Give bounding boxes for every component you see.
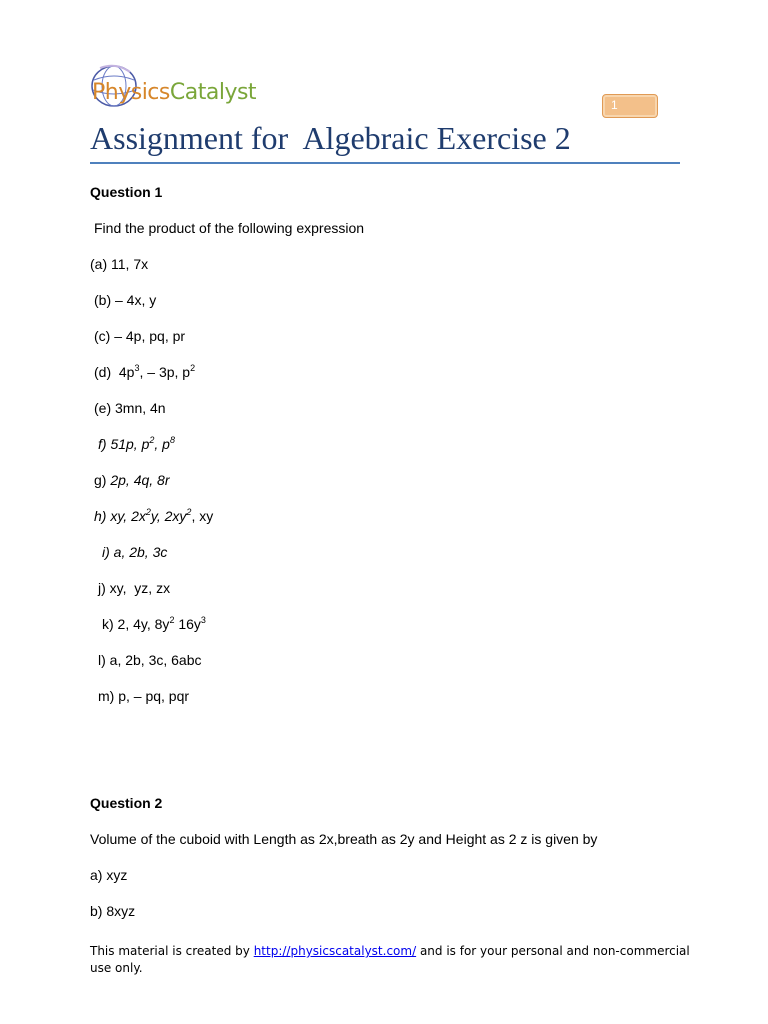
q2-item-b: b) 8xyz	[90, 903, 136, 919]
q1-item-j: j) xy, yz, zx	[98, 580, 171, 596]
q1-item-b: (b) – 4x, y	[94, 292, 157, 308]
q1-item-f	[98, 436, 175, 452]
title-divider	[90, 162, 680, 164]
logo-text-physics: Physics	[92, 80, 170, 105]
q1-item-c: (c) – 4p, pq, pr	[94, 328, 186, 344]
question-1-prompt: Find the product of the following expression	[94, 220, 365, 236]
logo-text	[92, 80, 256, 105]
question-2-heading: Question 2	[90, 795, 163, 811]
question-1-heading: Question 1	[90, 184, 163, 200]
footer-text-before: This material is created by	[90, 944, 254, 958]
q1-f-text-1: f) 51p, p	[98, 436, 150, 452]
q1-k-sup-1: 2	[169, 615, 175, 625]
q1-f-text-2: , p	[154, 436, 170, 452]
page-number-badge	[602, 94, 658, 118]
q1-k-sup-2: 3	[200, 615, 206, 625]
q1-k-text-2: 16y	[174, 616, 201, 632]
q1-g-label: g)	[94, 472, 111, 488]
q1-h-text-3: , xy	[191, 508, 214, 524]
physicscatalyst-logo	[86, 60, 266, 116]
q1-d-sup-2: 2	[190, 363, 196, 373]
q1-d-sup-1: 3	[134, 363, 140, 373]
logo-text-catalyst: Catalyst	[169, 80, 257, 105]
q1-h-text-2: y, 2xy	[150, 508, 187, 524]
q1-item-m: m) p, – pq, pqr	[98, 688, 190, 704]
q2-item-a: a) xyz	[90, 867, 128, 883]
q1-item-d	[94, 364, 195, 380]
q1-d-text-1: (d) 4p	[94, 364, 135, 380]
q1-item-a: (a) 11, 7x	[90, 256, 149, 272]
q1-h-text-1: h) xy, 2x	[94, 508, 146, 524]
page-title: Assignment for Algebraic Exercise 2	[90, 120, 571, 156]
q1-item-e: (e) 3mn, 4n	[94, 400, 166, 416]
q1-f-sup-1: 2	[149, 435, 155, 445]
q1-item-g	[94, 472, 170, 488]
q1-h-sup-2: 2	[186, 507, 192, 517]
q1-item-k	[102, 616, 206, 632]
page-number: 1	[611, 98, 618, 112]
q1-item-l: l) a, 2b, 3c, 6abc	[98, 652, 202, 668]
q1-k-text-1: k) 2, 4y, 8y	[102, 616, 170, 632]
footer-text-after: and is for your personal and non-commercial use only.	[90, 944, 690, 975]
q1-f-sup-2: 8	[169, 435, 175, 445]
q1-d-text-2: , – 3p, p	[139, 364, 191, 380]
footer-link[interactable]: http://physicscatalyst.com/	[253, 944, 417, 958]
q1-item-h	[94, 508, 213, 524]
q1-g-text: 2p, 4q, 8r	[110, 472, 170, 488]
q1-h-sup-1: 2	[145, 507, 151, 517]
question-2-prompt: Volume of the cuboid with Length as 2x,breath as 2y and Height as 2 z is given by	[90, 831, 598, 847]
footer-note	[90, 943, 690, 977]
q1-item-i: i) a, 2b, 3c	[102, 544, 168, 560]
